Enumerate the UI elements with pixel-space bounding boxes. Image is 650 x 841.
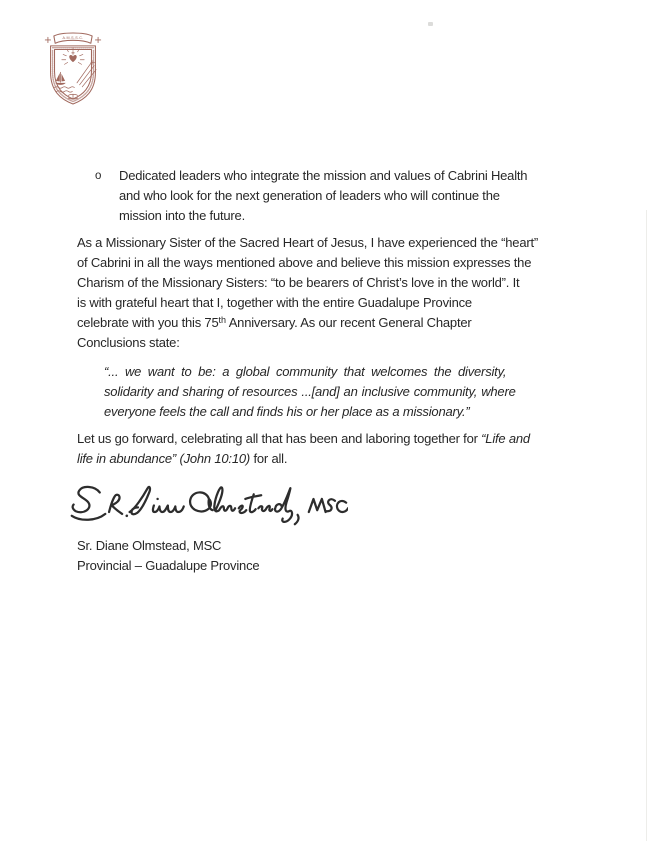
crest-banner-text: A.M.S.S.C. [62,35,84,40]
congregation-seal-logo [40,30,106,108]
block-quote [104,362,516,422]
paragraph-line: of Cabrini in all the ways mentioned above and believe this mission expresses the [77,255,532,270]
signatory-name: Sr. Diane Olmstead, MSC [77,538,222,553]
paragraph-line [77,429,530,449]
scan-edge-line [646,210,647,841]
bullet-item [119,166,527,226]
crest-cross-right [95,37,100,42]
crest-graphic [40,30,106,108]
paragraph-text: for all. [250,451,288,466]
bullet-line: mission into the future. [119,208,245,223]
quote-line: everyone feels the call and finds his or her place as a missionary.” [104,404,470,419]
signatory-title: Provincial – Guadalupe Province [77,558,260,573]
crest-bottom-ornament [68,94,77,99]
bullet-marker: o [95,170,102,182]
paragraph-text: celebrate with you this 75 [77,315,219,330]
crest-heart-cross [72,52,75,55]
crest-cross-left [45,37,50,42]
paragraph-line: Charism of the Missionary Sisters: “to be bearers of Christ’s love in the world”. It [77,275,520,290]
bullet-line: and who look for the next generation of leaders who will continue the [119,188,500,203]
paragraph-text: Let us go forward, celebrating all that has been and laboring together for [77,431,482,446]
scripture-quote: life in abundance” (John 10:10) [77,451,251,466]
crest-sacred-heart [69,55,76,62]
ordinal-superscript: th [218,314,227,325]
paragraph-line [77,449,530,469]
paragraph-main [77,233,538,353]
quote-line: solidarity and sharing of resources ...[and] an inclusive community, where [104,384,516,399]
scripture-quote: “Life and [481,431,530,446]
scan-speck [428,22,433,26]
paragraph-line: Conclusions state: [77,335,180,350]
quote-line: “... we want to be: a global community that welcomes the diversity, [104,364,507,379]
signature-strokes [68,483,348,528]
paragraph-line: is with grateful heart that I, together with the entire Guadalupe Province [77,295,472,310]
bullet-line: Dedicated leaders who integrate the mission and values of Cabrini Health [119,168,528,183]
paragraph-line: As a Missionary Sister of the Sacred Heart of Jesus, I have experienced the “heart” [77,235,539,250]
paragraph-text: Anniversary. As our recent General Chapter [226,315,472,330]
paragraph-closing [77,429,530,469]
handwritten-signature [68,483,348,528]
signatory-block [77,536,259,576]
paragraph-line [77,313,538,333]
